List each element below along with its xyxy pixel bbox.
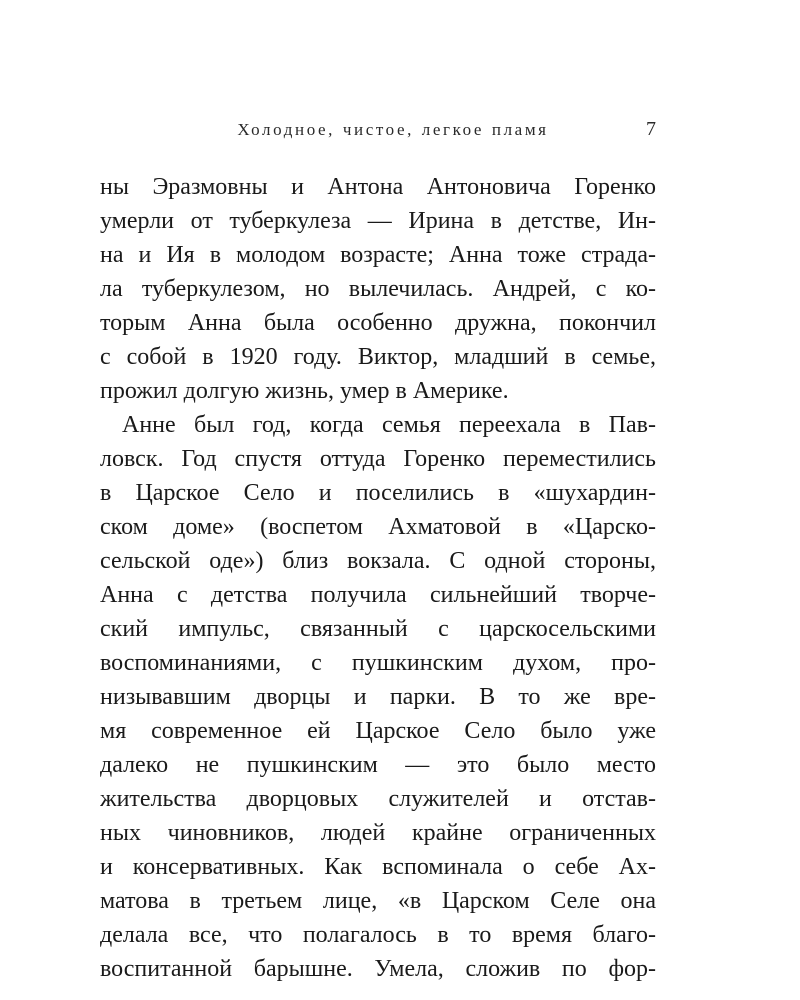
text-line: ла туберкулезом, но вылечилась. Андрей, с ко- bbox=[100, 276, 656, 302]
text-line: в Царское Село и поселились в «шухардин- bbox=[100, 480, 656, 506]
text-line: ском доме» (воспетом Ахматовой в «Царско- bbox=[100, 514, 656, 540]
text-line: мя современное ей Царское Село было уже bbox=[100, 718, 656, 744]
text-line: ловск. Год спустя оттуда Горенко переместились bbox=[100, 446, 656, 472]
text-line: далеко не пушкинским — это было место bbox=[100, 752, 656, 778]
text-line: воспоминаниями, с пушкинским духом, про- bbox=[100, 650, 656, 676]
text-line: жительства дворцовых служителей и отстав- bbox=[100, 786, 656, 812]
text-line: умерли от туберкулеза — Ирина в детстве, Ин- bbox=[100, 208, 656, 234]
page-number: 7 bbox=[646, 118, 656, 140]
text-line: ных чиновников, людей крайне ограниченных bbox=[100, 820, 656, 846]
paragraph-first-line: Анне был год, когда семья переехала в Пав- bbox=[122, 412, 656, 438]
text-line: торым Анна была особенно дружна, покончил bbox=[100, 310, 656, 336]
text-line: матова в третьем лице, «в Царском Селе она bbox=[100, 888, 656, 914]
text-line: на и Ия в молодом возрасте; Анна тоже страда- bbox=[100, 242, 656, 268]
text-line: ны Эразмовны и Антона Антоновича Горенко bbox=[100, 174, 656, 200]
text-line: делала все, что полагалось в то время благо- bbox=[100, 922, 656, 948]
text-line: сельской оде») близ вокзала. С одной стороны, bbox=[100, 548, 656, 574]
body-text bbox=[100, 170, 656, 986]
text-line: ский импульс, связанный с царскосельскими bbox=[100, 616, 656, 642]
text-line: воспитанной барышне. Умела, сложив по фор- bbox=[100, 956, 656, 982]
text-line: низывавшим дворцы и парки. В то же вре- bbox=[100, 684, 656, 710]
text-line: и консервативных. Как вспоминала о себе Ах- bbox=[100, 854, 656, 880]
running-header bbox=[100, 120, 656, 142]
running-title: Холодное, чистое, легкое пламя bbox=[237, 120, 549, 139]
text-line: прожил долгую жизнь, умер в Америке. bbox=[100, 378, 509, 404]
text-line: с собой в 1920 году. Виктор, младший в семье, bbox=[100, 344, 656, 370]
text-line: Анна с детства получила сильнейший творче- bbox=[100, 582, 656, 608]
